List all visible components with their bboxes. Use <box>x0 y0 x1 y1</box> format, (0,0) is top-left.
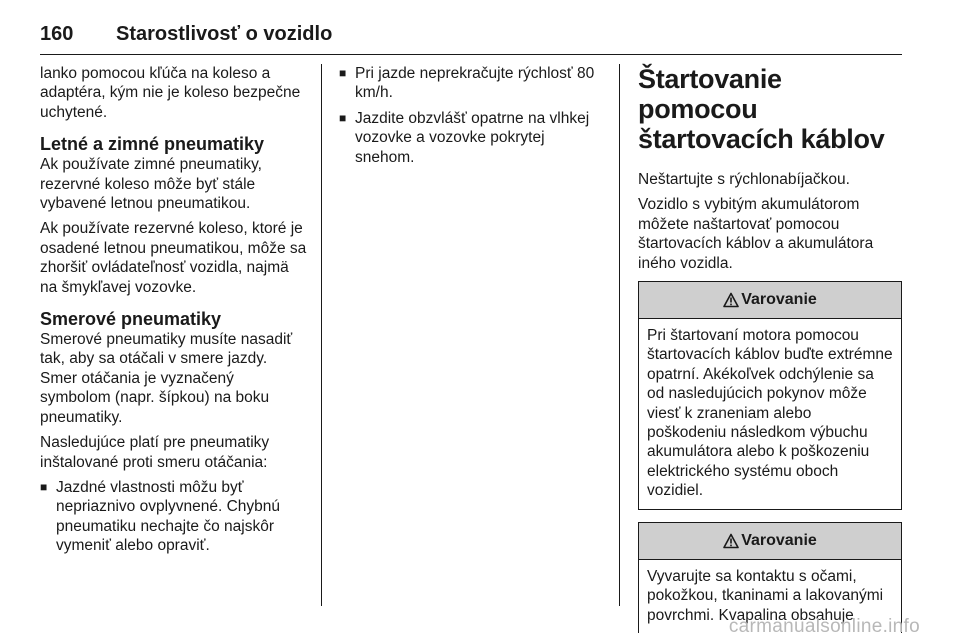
column-right <box>638 64 902 633</box>
bullet-icon: ■ <box>339 110 347 125</box>
paragraph: Neštartujte s rýchlonabíjačkou. <box>638 171 850 188</box>
page-title: Starostlivosť o vozidlo <box>116 22 333 45</box>
warning-title: Varovanie <box>741 291 817 309</box>
bullet-list <box>40 478 308 556</box>
paragraph: Ak používate zimné pneumatiky, rezervné koleso môže byť stále vybavené letnou pneumatikou. <box>40 156 262 213</box>
intro-paragraph: lanko pomocou kľúča na koleso a adaptéra, kým nie je koleso bezpečne uchytené. <box>40 65 301 121</box>
column-divider <box>321 64 322 606</box>
list-item-text: Jazdite obzvlášť opatrne na vlhkej vozovke a vozovke pokrytej snehom. <box>355 109 590 166</box>
warning-text: Pri štartovaní motora pomocou štartovacích káblov buďte extrémne opatrní. Akékoľvek odchýlenie sa od nasledujúcich pokynov môže viesť k zraneniam alebo poškodeniu následkom výbuchu akumulátora alebo k poškozeniu elektrického systému oboch vozidiel. <box>647 327 893 500</box>
page-number: 160 <box>40 22 74 45</box>
page-header <box>40 14 902 55</box>
bullet-icon: ■ <box>339 66 347 80</box>
warning-box <box>638 281 902 510</box>
warning-triangle-icon <box>723 533 739 549</box>
list-item <box>40 478 308 556</box>
column-divider <box>619 64 620 606</box>
list-item-text: Pri jazde neprekračujte rýchlosť 80 km/h. <box>355 65 595 102</box>
section-heading-jump-start: Štartovanie pomocou štartovacích káblov <box>638 64 885 154</box>
column-middle <box>339 64 601 173</box>
warning-triangle-icon <box>723 292 739 308</box>
warning-text: Vyvarujte sa kontaktu s očami, pokožkou, tkaninami a lakovanými povrchmi. Kvapalina obsahuje <box>647 567 884 624</box>
list-item-text: Jazdné vlastnosti môžu byť nepriaznivo ovplyvnené. Chybnú pneumatiku nechajte čo najskôr vymeniť alebo opraviť. <box>56 478 281 555</box>
watermark: carmanualsonline.info <box>728 616 920 637</box>
paragraph: Smerové pneumatiky musíte nasadiť tak, aby sa otáčali v smere jazdy. Smer otáčania je vyznačený symbolom (napr. šípkou) na boku pneumatiky. <box>40 331 293 426</box>
warning-header <box>639 282 901 319</box>
section-heading-summer-winter-tyres: Letné a zimné pneumatiky <box>40 134 265 155</box>
list-item <box>339 64 601 103</box>
paragraph: Ak používate rezervné koleso, ktoré je osadené letnou pneumatikou, môže sa zhoršiť ovládateľnosť vozidla, najmä na šmykľavej vozovke. <box>40 220 307 296</box>
column-left <box>40 64 308 562</box>
section-heading-directional-tyres: Smerové pneumatiky <box>40 309 222 330</box>
bullet-list <box>339 64 601 167</box>
bullet-icon: ■ <box>40 479 48 494</box>
paragraph: Nasledujúce platí pre pneumatiky inštalované proti smeru otáčania: <box>40 434 270 471</box>
warning-title: Varovanie <box>741 531 817 549</box>
paragraph: Vozidlo s vybitým akumulátorom môžete naštartovať pomocou štartovacích káblov a akumulátora iného vozidla. <box>638 196 874 272</box>
list-item <box>339 109 601 167</box>
warning-header <box>639 523 901 560</box>
